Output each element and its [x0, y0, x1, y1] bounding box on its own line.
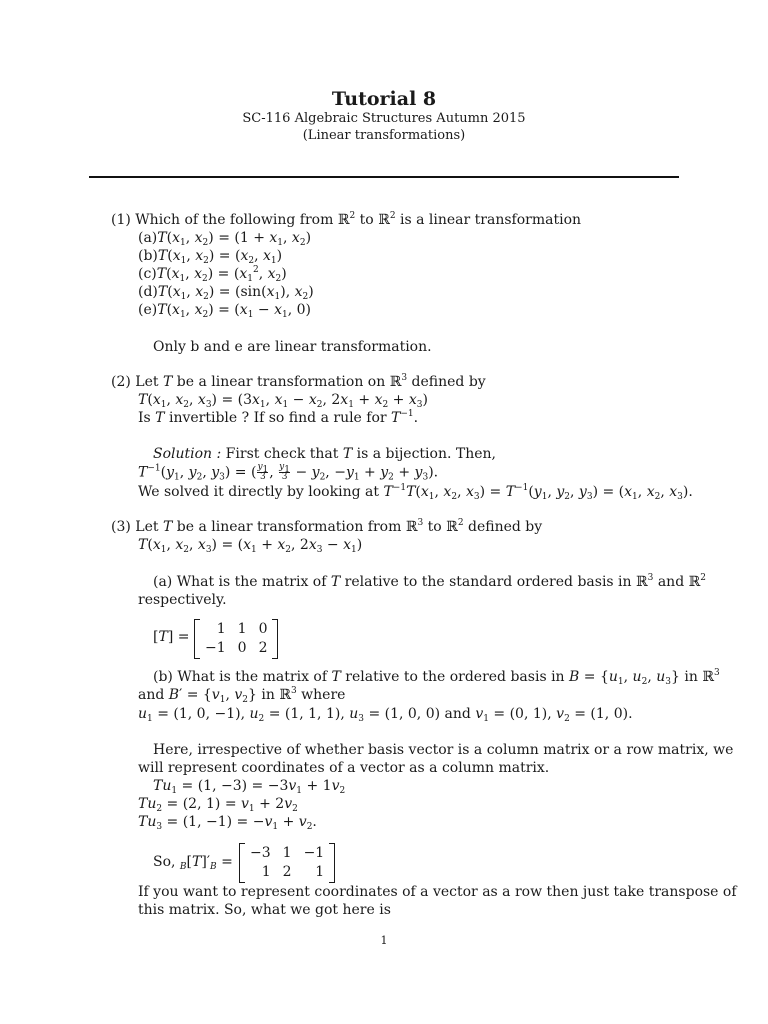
- q3b-tu1: $Tu_1 = (1$, $-3) = -3v_1 + 1v_2$: [153, 778, 346, 796]
- topic-subtitle: (Linear transformations): [302, 128, 466, 143]
- q1-option-d: $(d)T(x_1$, $x_2) = (\sin(x_1)$, $x_2$): [138, 284, 314, 302]
- matrix-b: −3 1 −1 1 2 1: [239, 843, 335, 883]
- q3-prompt: (3) Let T be a linear transformation from ℝ$^3$ to ℝ$^2$ defined by: [111, 518, 543, 535]
- q2-definition: $T(x_1$, $x_2$, $x_3) = (3x_1$, $x_1 - x_2$, $2x_1 + x_2 + x_3$): [138, 392, 428, 410]
- matrix-t-label: [T] =: [153, 629, 190, 645]
- course-subtitle: SC-116 Algebraic Structures Autumn 2015: [242, 111, 526, 126]
- page-title: Tutorial 8: [331, 88, 437, 110]
- q1-option-a: $(a)T(x_1$, $x_2) = (1 + x_1$, $x_2$): [138, 230, 312, 248]
- matrix-t: 1 1 0 −1 0 2: [194, 619, 278, 659]
- q3a-question-cont: respectively.: [138, 592, 227, 608]
- q1-option-b: $(b)T(x_1$, $x_2) = (x_2$, $x_1$): [138, 248, 283, 266]
- q2-prompt: (2) Let T be a linear transformation on ℝ$^3$ defined by: [111, 373, 486, 390]
- q2-inverse-rule: $T^{-1}(y_1$, $y_2$, $y_3$) = ( $\frac{y_1}{3}$ , $\frac{y_1}{3}$ − $y_2$, $-y_1 + y_2 + y_3$).: [138, 462, 439, 483]
- header-rule: [89, 176, 679, 178]
- q3b-note-1: Here, irrespective of whether basis vector is a column matrix or a row matrix, we: [153, 742, 734, 758]
- q3b-tu3: $Tu_3 = (1$, $-1) = -v_1 + v_2$.: [138, 814, 317, 832]
- q3b-basis-vectors: $u_1 = (1$, 0, −1), $u_2 = (1$, 1, 1), $u_3 = (1$, 0, 0) and $v_1 = (0$, 1), $v_2 = (1$, 0).: [138, 706, 633, 724]
- q3a-question: (a) What is the matrix of T relative to the standard ordered basis in ℝ$^3$ and ℝ$^2$: [153, 573, 706, 590]
- q2-solution-intro: Solution : First check that T is a bijection. Then,: [153, 446, 496, 462]
- q1-answer: Only b and e are linear transformation.: [153, 339, 432, 355]
- q3-closing-1: If you want to represent coordinates of a vector as a row then just take transpose of: [138, 884, 737, 900]
- q3-closing-2: this matrix. So, what we got here is: [138, 902, 391, 918]
- matrix-b-label: So, $_B[T]'_B$ =: [153, 854, 233, 872]
- q2-question: Is T invertible ? If so find a rule for $T^{-1}$.: [138, 409, 419, 426]
- q1-option-c: $(c)T(x_1$, $x_2) = (x_1^2$, $x_2$): [138, 265, 287, 284]
- q3b-question: (b) What is the matrix of T relative to the ordered basis in $B = \{u_1$, $u_2$, $u_3$} in ℝ$^3$: [153, 668, 720, 687]
- q1-prompt: (1) Which of the following from ℝ$^2$ to ℝ$^2$ is a linear transformation: [111, 211, 582, 228]
- page-number: 1: [380, 934, 388, 947]
- q3b-tu2: $Tu_2 = (2$, $1) = v_1 + 2v_2$: [138, 796, 298, 814]
- q2-solved-note: We solved it directly by looking at $T^{-1}T(x_1$, $x_2$, $x_3) = T^{-1}(y_1$, $y_2$, $y_3) = (x_1$, $x_2$, $x_3$).: [138, 483, 693, 502]
- q1-option-e: $(e)T(x_1$, $x_2) = (x_1 - x_1$, 0): [138, 302, 311, 320]
- q3b-question-cont: and $B' = \{v_1$, $v_2$} in ℝ$^3$ where: [138, 686, 346, 705]
- q3b-note-2: will represent coordinates of a vector as a column matrix.: [138, 760, 550, 776]
- q3-definition: $T(x_1$, $x_2$, $x_3) = (x_1 + x_2$, $2x_3 - x_1$): [138, 537, 363, 555]
